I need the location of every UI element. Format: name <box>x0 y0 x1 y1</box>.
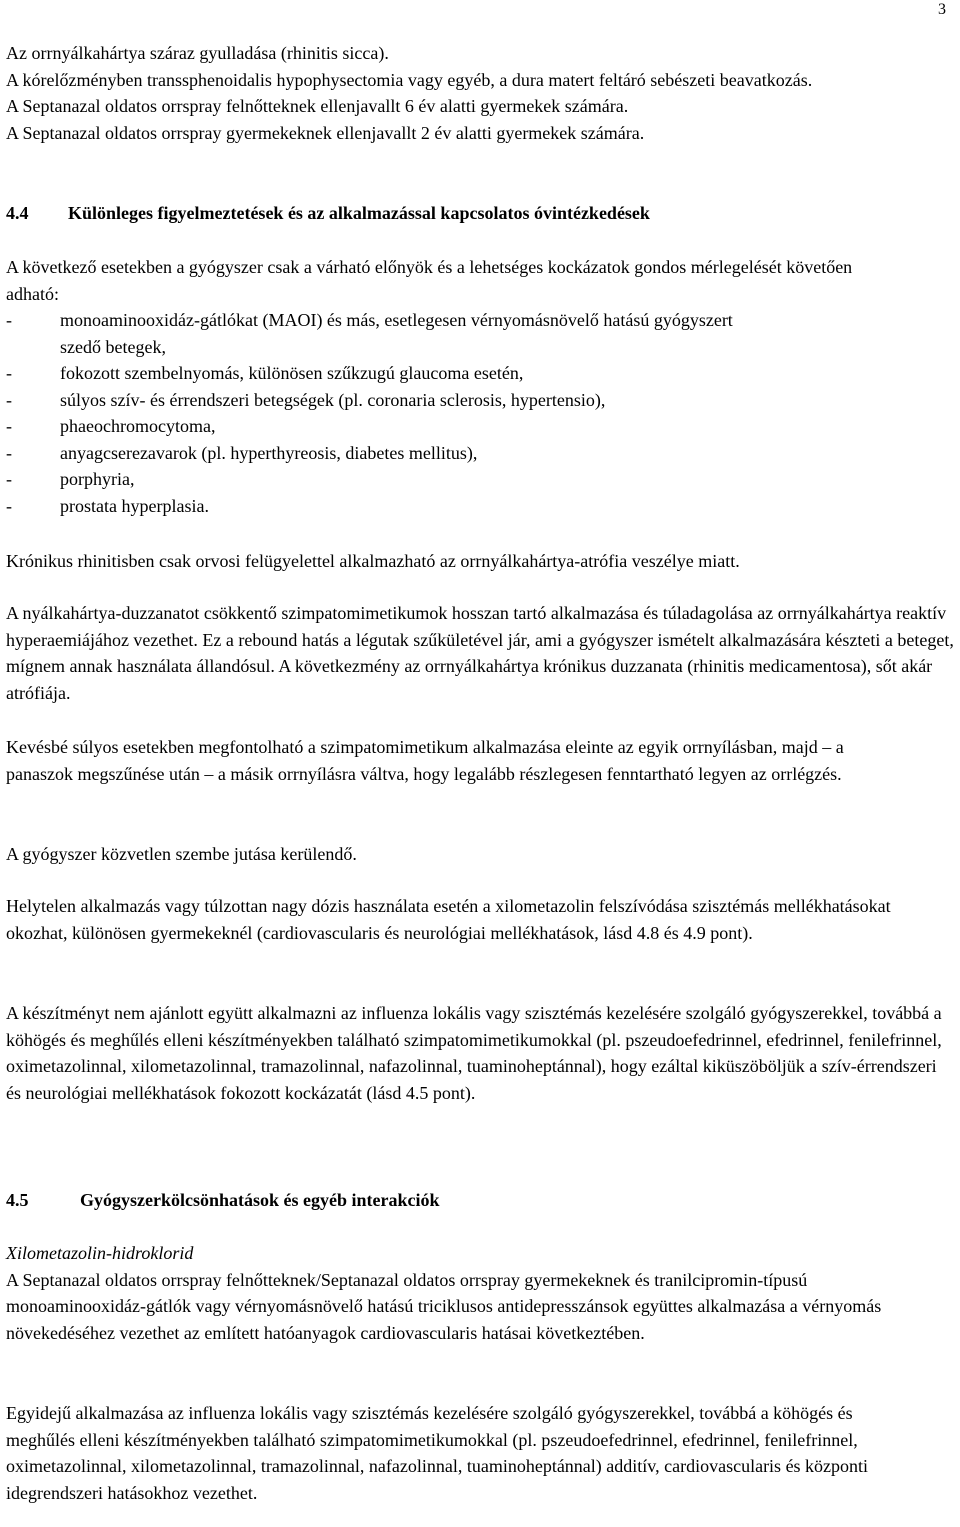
intro-line: A Septanazal oldatos orrspray gyermekeknek ellenjavallt 2 év alatti gyermekek számára. <box>6 122 645 143</box>
paragraph-eyes: A gyógyszer közvetlen szembe jutása kerülendő. <box>6 844 357 864</box>
intro-block <box>6 40 956 146</box>
section-4-4-lead <box>6 254 956 307</box>
intro-line: A kórelőzményben transsphenoidalis hypophysectomia vagy egyéb, a dura matert feltáró sebészeti beavatkozás. <box>6 69 813 90</box>
section-4-5-body <box>6 1240 956 1346</box>
list-item: - fokozott szembelnyomás, különösen szűkzugú glaucoma esetén, <box>6 363 524 383</box>
list-item: - phaeochromocytoma, <box>6 416 216 436</box>
substance-subheading: Xilometazolin-hidroklorid <box>6 1243 194 1263</box>
section-number: 4.5 <box>6 1190 29 1210</box>
page-number: 3 <box>938 1 946 18</box>
paragraph-nostril: Kevésbé súlyos esetekben megfontolható a szimpatomimetikum alkalmazása eleinte az egyik orrnyílásban, majd – a panaszok megszűnése után – a másik orrnyílásra váltva, hogy legalább részlegesen fenntartható legyen az orrlégzés. <box>6 737 844 784</box>
lead-paragraph: A következő esetekben a gyógyszer csak a várható előnyök és a lehetséges kockázatok gondos mérlegelését követően adható: <box>6 257 853 304</box>
intro-line: Az orrnyálkahártya száraz gyulladása (rhinitis sicca). <box>6 43 389 63</box>
interaction-paragraph: A Septanazal oldatos orrspray felnőtteknek/Septanazal oldatos orrspray gyermekeknek és tranilcipromin-típusú monoaminooxidáz-gátlók vagy vérnyomásnövelő hatású triciklusos antidepresszánsok együttes alkalmazása a vérnyomás növekedéséhez vezethet az említett hatóanyagok cardiovascularis hatásai következtében. <box>6 1269 882 1343</box>
paragraph-chronic-rhinitis: Krónikus rhinitisben csak orvosi felügyelettel alkalmazható az orrnyálkahártya-atrófia veszélye miatt. <box>6 551 740 571</box>
section-4-5-heading <box>6 1187 956 1214</box>
list-item: - porphyria, <box>6 469 135 489</box>
risk-list <box>6 307 956 519</box>
list-item: - monoaminooxidáz-gátlókat (MAOI) és más, esetlegesen vérnyomásnövelő hatású gyógyszert szedő betegek, <box>6 310 733 357</box>
section-title: Különleges figyelmeztetések és az alkalmazással kapcsolatos óvintézkedések <box>68 203 650 223</box>
section-4-4-heading <box>6 200 956 227</box>
paragraph-overdose: Helytelen alkalmazás vagy túlzottan nagy dózis használata esetén a xilometazolin felszívódása szisztémás mellékhatásokat okozhat, különösen gyermekeknél (cardiovascularis és neurológiai mellékhatások, lásd 4.8 és 4.9 pont). <box>6 896 891 943</box>
list-item: - prostata hyperplasia. <box>6 495 209 516</box>
intro-line: A Septanazal oldatos orrspray felnőtteknek ellenjavallt 6 év alatti gyermekek számára. <box>6 96 629 116</box>
list-item: - anyagcserezavarok (pl. hyperthyreosis, diabetes mellitus), <box>6 442 478 463</box>
paragraph-rebound: A nyálkahártya-duzzanatot csökkentő szimpatomimetikumok hosszan tartó alkalmazása és túladagolása az orrnyálkahártya reaktív hyperaemiájához vezethet. Ez a rebound hatás a légutak szűkületével jár, ami a gyógyszer ismételt alkalmazására készteti a beteget, mígnem annak használata állandósul. A következmény az orrnyálkahártya krónikus duzzanata (rhinitis medicamentosa), sőt akár atrófiája. <box>6 603 954 703</box>
paragraph-combination: A készítményt nem ajánlott együtt alkalmazni az influenza lokális vagy szisztémás kezelésére szolgáló gyógyszerekkel, továbbá a köhögés és meghűlés elleni készítményekben található szimpatomimetikumokkal (pl. pszeudoefedrinnel, efedrinnel, fenilefrinnel, oximetazolinnal, xilometazolinnal, tramazolinnal, nafazolinnal, tuaminoheptánnal), hogy ezáltal kiküszöböljük a szív-érrendszeri és neurológiai mellékhatások fokozott kockázatát (lásd 4.5 pont). <box>6 1003 942 1103</box>
section-title: Gyógyszerkölcsönhatások és egyéb interakciók <box>80 1190 440 1210</box>
paragraph-concomitant: Egyidejű alkalmazása az influenza lokális vagy szisztémás kezelésére szolgáló gyógyszerekkel, továbbá a köhögés és meghűlés elleni készítményekben található szimpatomimetikumokkal (pl. pszeudoefedrinnel, efedrinnel, fenilefrinnel, oximetazolinnal, xilometazolinnal, tramazolinnal, nafazolinnal, tuaminoheptánnal) additív, cardiovascularis és központi idegrendszeri hatásokhoz vezethet. <box>6 1403 869 1503</box>
list-item: - súlyos szív- és érrendszeri betegségek (pl. coronaria sclerosis, hypertensio), <box>6 389 606 410</box>
section-number: 4.4 <box>6 203 29 223</box>
